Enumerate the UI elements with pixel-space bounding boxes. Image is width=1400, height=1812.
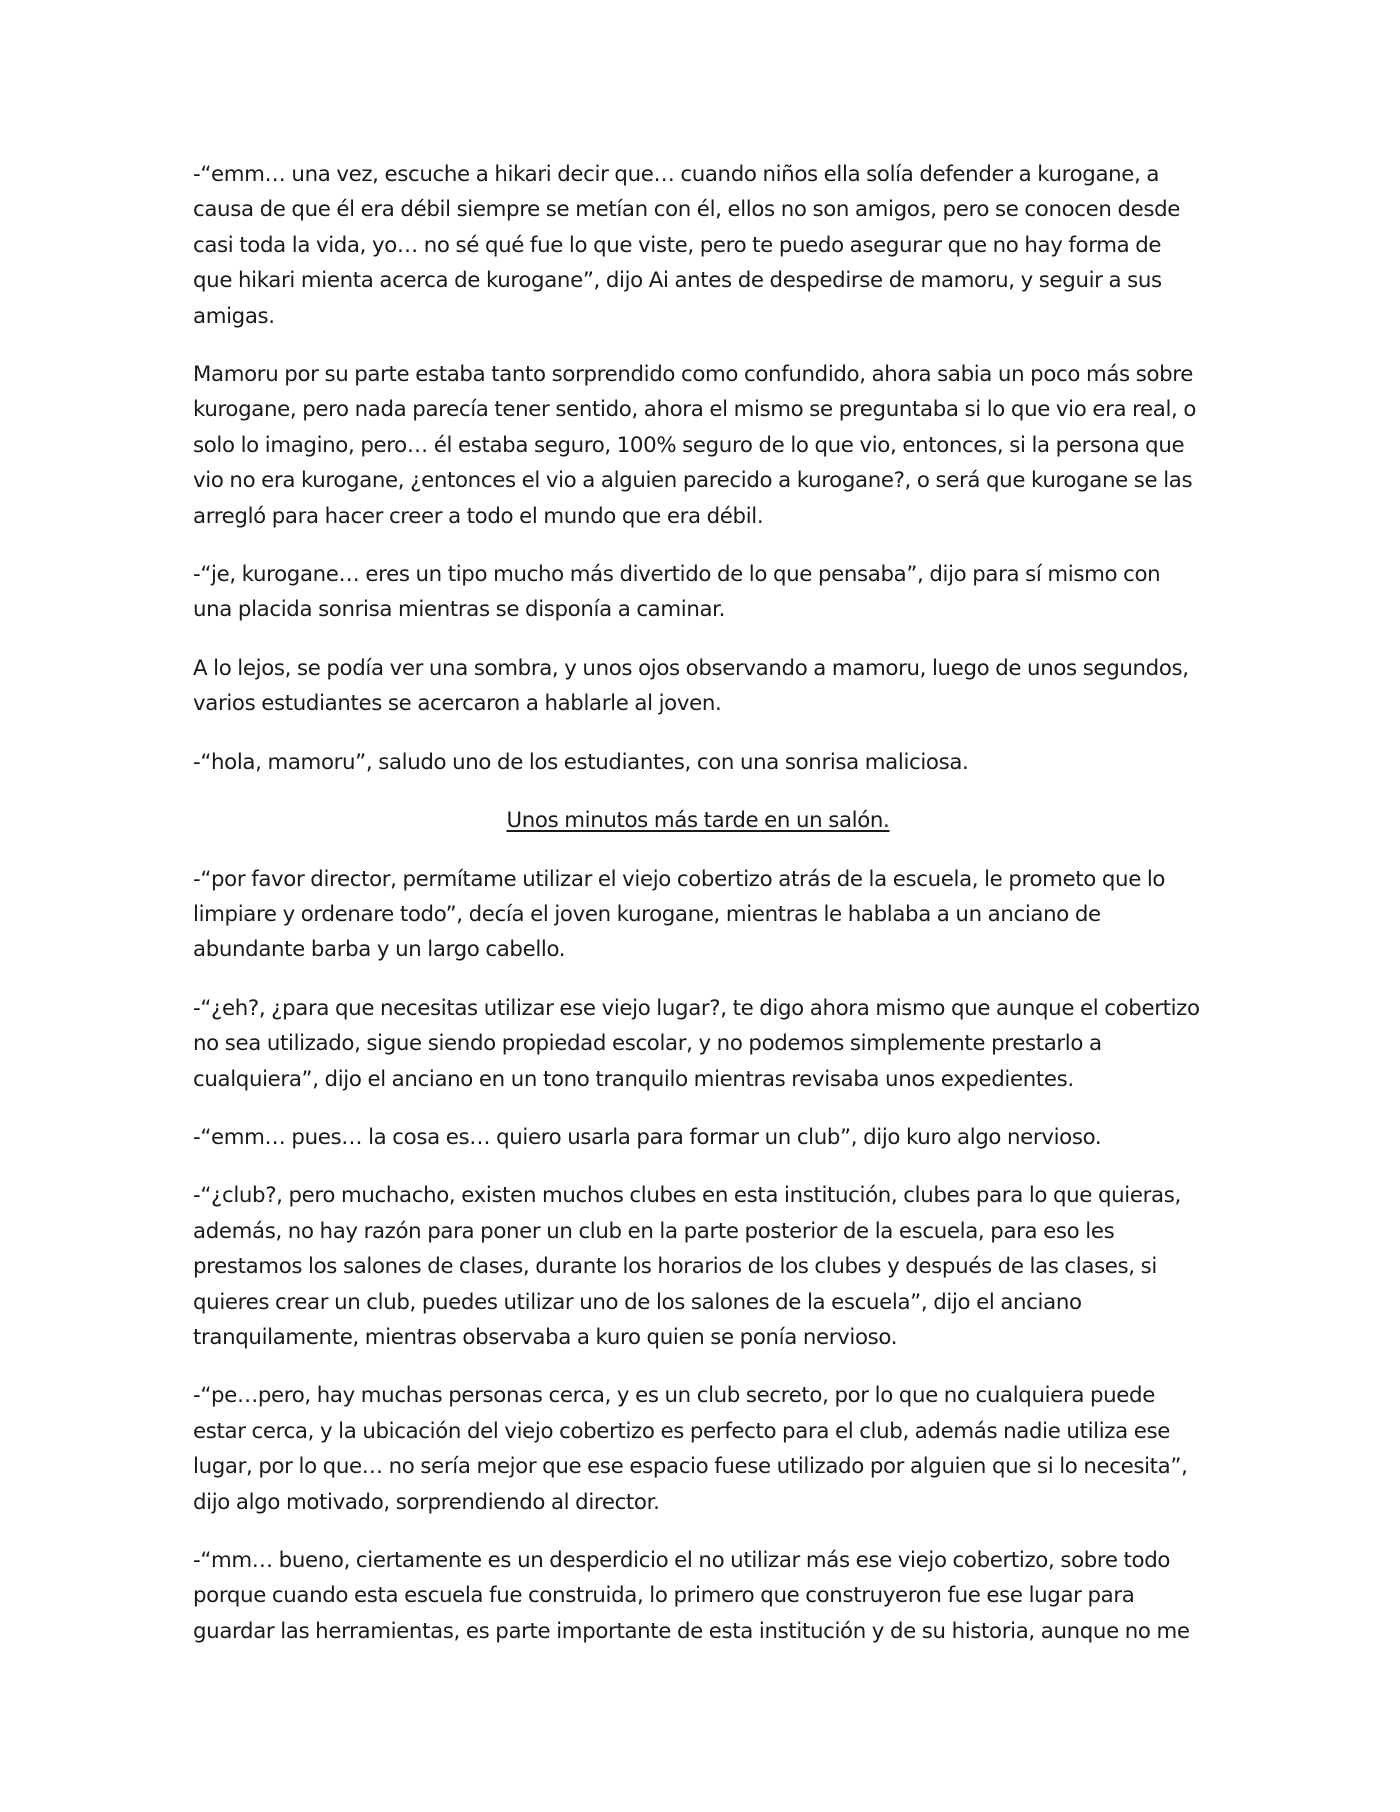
paragraph-10: -“pe…pero, hay muchas personas cerca, y es un club secreto, por lo que no cualquiera puede estar cerca, y la ubicación del viejo cobertizo es perfecto para el club, además nadie utiliza ese lugar, por lo que… no sería mejor que ese espacio fuese utilizado por alguien que si lo necesita”, dijo algo motivado, sorprendiendo al director. — [193, 1383, 1188, 1515]
paragraph-5: -“hola, mamoru”, saludo uno de los estudiantes, con una sonrisa maliciosa. — [193, 749, 969, 775]
paragraph-7: -“¿eh?, ¿para que necesitas utilizar ese viejo lugar?, te digo ahora mismo que aunque el cobertizo no sea utilizado, sigue siendo propiedad escolar, y no podemos simplemente prestarlo a cualquiera”, dijo el anciano en un tono tranquilo mientras revisaba unos expedientes. — [193, 995, 1200, 1092]
paragraph-2: Mamoru por su parte estaba tanto sorprendido como confundido, ahora sabia un poco más sobre kurogane, pero nada parecía tener sentido, ahora el mismo se preguntaba si lo que vio era real, o solo lo imagino, pero… él estaba seguro, 100% seguro de lo que vio, entonces, si la persona que vio no era kurogane, ¿entonces el vio a alguien parecido a kurogane?, o será que kurogane se las arregló para hacer creer a todo el mundo que era débil. — [193, 362, 1197, 529]
paragraph-9: -“¿club?, pero muchacho, existen muchos clubes en esta institución, clubes para lo que quieras, además, no hay razón para poner un club en la parte posterior de la escuela, para eso les prestamos los salones de clases, durante los horarios de los clubes y después de las clases, si quieres crear un club, puedes utilizar uno de los salones de la escuela”, dijo el anciano tranquilamente, mientras observaba a kuro quien se ponía nervioso. — [193, 1183, 1181, 1350]
paragraph-4: A lo lejos, se podía ver una sombra, y unos ojos observando a mamoru, luego de unos segundos, varios estudiantes se acercaron a hablarle al joven. — [193, 655, 1189, 717]
document-body — [193, 157, 1203, 1672]
paragraph-8: -“emm… pues… la cosa es… quiero usarla para formar un club”, dijo kuro algo nervioso. — [193, 1124, 1102, 1150]
paragraph-6: -“por favor director, permítame utilizar el viejo cobertizo atrás de la escuela, le prometo que lo limpiare y ordenare todo”, decía el joven kurogane, mientras le hablaba a un anciano de abundante barba y un largo cabello. — [193, 866, 1166, 963]
paragraph-3: -“je, kurogane… eres un tipo mucho más divertido de lo que pensaba”, dijo para sí mismo con una placida sonrisa mientras se disponía a caminar. — [193, 562, 1161, 623]
paragraph-1: -“emm… una vez, escuche a hikari decir que… cuando niños ella solía defender a kurogane, a causa de que él era débil siempre se metían con él, ellos no son amigos, pero se conocen desde casi toda la vida, yo… no sé qué fue lo que viste, pero te puedo asegurar que no hay forma de que hikari mienta acerca de kurogane”, dijo Ai antes de despedirse de mamoru, y seguir a sus amigas. — [193, 162, 1181, 329]
scene-heading: Unos minutos más tarde en un salón. — [506, 808, 890, 834]
paragraph-11: -“mm… bueno, ciertamente es un desperdicio el no utilizar más ese viejo cobertizo, sobre todo porque cuando esta escuela fue construida, lo primero que construyeron fue ese lugar para guardar las herramientas, es parte importante de esta institución y de su historia, aunque no me — [193, 1548, 1190, 1644]
